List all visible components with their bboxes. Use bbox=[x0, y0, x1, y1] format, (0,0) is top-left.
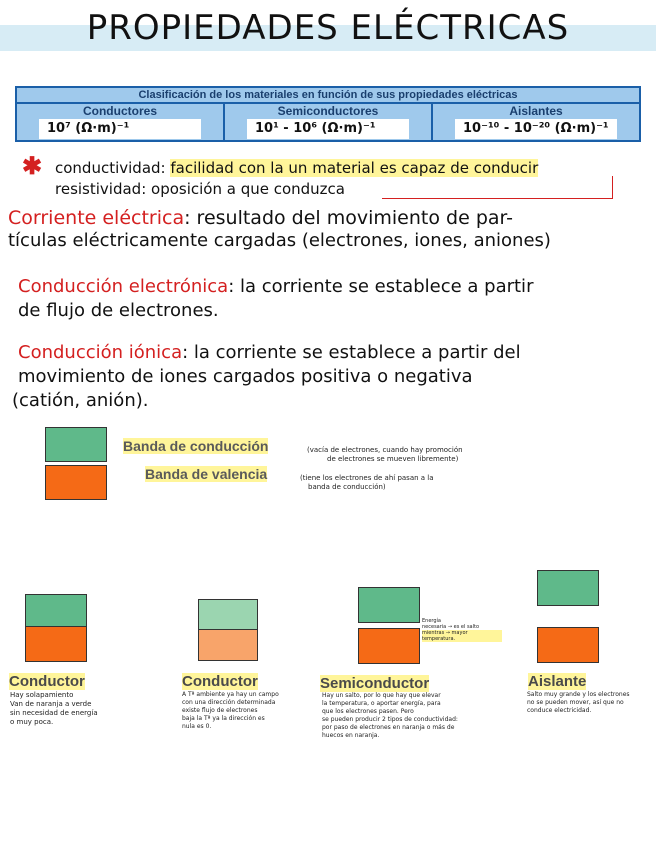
material-label-conductor-2: Conductor bbox=[182, 673, 258, 690]
red-bracket bbox=[382, 176, 613, 199]
material-desc-conductor-1: Hay solapamiento Van de naranja a verde sin necesidad de energía o muy poca. bbox=[10, 691, 98, 726]
conductor-2-valence-band bbox=[198, 629, 258, 661]
table-column-conductores bbox=[17, 104, 225, 142]
corriente-line-1 bbox=[8, 205, 513, 231]
ionica-term: Conducción iónica bbox=[18, 342, 183, 363]
material-desc-semiconductor: Hay un salto, por lo que hay que elevar la temperatura, o aportar energía, para que los electrones pasen. Pero se pueden producir 2 tipos de conductividad: por paso de electrones en naranja o más de huecos en naranja. bbox=[322, 692, 458, 739]
corriente-line-2: tículas eléctricamente cargadas (electrones, iones, aniones) bbox=[8, 230, 551, 251]
table-column-aislantes bbox=[433, 104, 639, 142]
conduction-band-label: Banda de conducción bbox=[123, 438, 269, 454]
column-value: 10⁻¹⁰ - 10⁻²⁰ (Ω·m)⁻¹ bbox=[455, 119, 617, 139]
material-label-aislante: Aislante bbox=[528, 673, 587, 690]
legend-valence-band bbox=[45, 465, 107, 500]
column-name: Aislantes bbox=[509, 104, 563, 118]
conduction-band-note: (vacía de electrones, cuando hay promoción de electrones se mueven libremente) bbox=[307, 446, 463, 463]
corriente-text-1: : resultado del movimiento de par- bbox=[184, 207, 513, 229]
material-desc-aislante: Salto muy grande y los electrones no se pueden mover, así que no conduce electricidad. bbox=[527, 691, 630, 714]
column-name: Conductores bbox=[82, 104, 157, 118]
electronica-line-1 bbox=[18, 276, 533, 298]
page-title: PROPIEDADES ELÉCTRICAS bbox=[86, 8, 570, 48]
material-desc-conductor-2: A Tª ambiente ya hay un campo con una dirección determinada existe flujo de electrones baja la Tª ya la dirección es nula es 0. bbox=[182, 691, 279, 730]
electronica-text-1: : la corriente se establece a partir bbox=[228, 276, 534, 297]
material-label-semiconductor: Semiconductor bbox=[320, 675, 430, 692]
ionica-text-1: : la corriente se establece a partir del bbox=[182, 342, 521, 363]
resistividad-line: resistividad: oposición a que conduzca bbox=[55, 180, 345, 198]
conductividad-text: facilidad con la un material es capaz de conducir bbox=[170, 159, 539, 177]
column-name: Semiconductores bbox=[277, 104, 379, 118]
table-header: Clasificación de los materiales en función de sus propiedades eléctricas bbox=[17, 88, 639, 104]
semiconductor-gap-note: Energía necesaria → es el salto mientras → mayor temperatura. bbox=[422, 618, 502, 642]
electronica-term: Conducción electrónica bbox=[18, 276, 229, 297]
electronica-line-2: de flujo de electrones. bbox=[18, 300, 219, 321]
ionica-line-1 bbox=[18, 342, 521, 364]
corriente-term: Corriente eléctrica bbox=[8, 207, 185, 229]
semiconductor-conduction-band bbox=[358, 587, 420, 623]
legend-conduction-band bbox=[45, 427, 107, 462]
valence-band-note: (tiene los electrones de ahí pasan a la banda de conducción) bbox=[300, 474, 434, 491]
asterisk-icon: ✱ bbox=[22, 153, 43, 180]
classification-table bbox=[15, 86, 641, 142]
valence-band-label: Banda de valencia bbox=[145, 466, 268, 482]
aislante-valence-band bbox=[537, 627, 599, 663]
conductor-1-conduction-band bbox=[25, 594, 87, 630]
conductor-1-valence-band bbox=[25, 626, 87, 662]
aislante-conduction-band bbox=[537, 570, 599, 606]
column-value: 10⁷ (Ω·m)⁻¹ bbox=[39, 119, 201, 139]
conductor-2-conduction-band bbox=[198, 599, 258, 631]
table-column-semiconductores bbox=[225, 104, 433, 142]
ionica-line-3: (catión, anión). bbox=[12, 390, 149, 411]
ionica-line-2: movimiento de iones cargados positiva o negativa bbox=[18, 366, 473, 387]
conductividad-term: conductividad: bbox=[55, 159, 166, 177]
column-value: 10¹ - 10⁶ (Ω·m)⁻¹ bbox=[247, 119, 409, 139]
semiconductor-valence-band bbox=[358, 628, 420, 664]
material-label-conductor-1: Conductor bbox=[9, 673, 85, 690]
